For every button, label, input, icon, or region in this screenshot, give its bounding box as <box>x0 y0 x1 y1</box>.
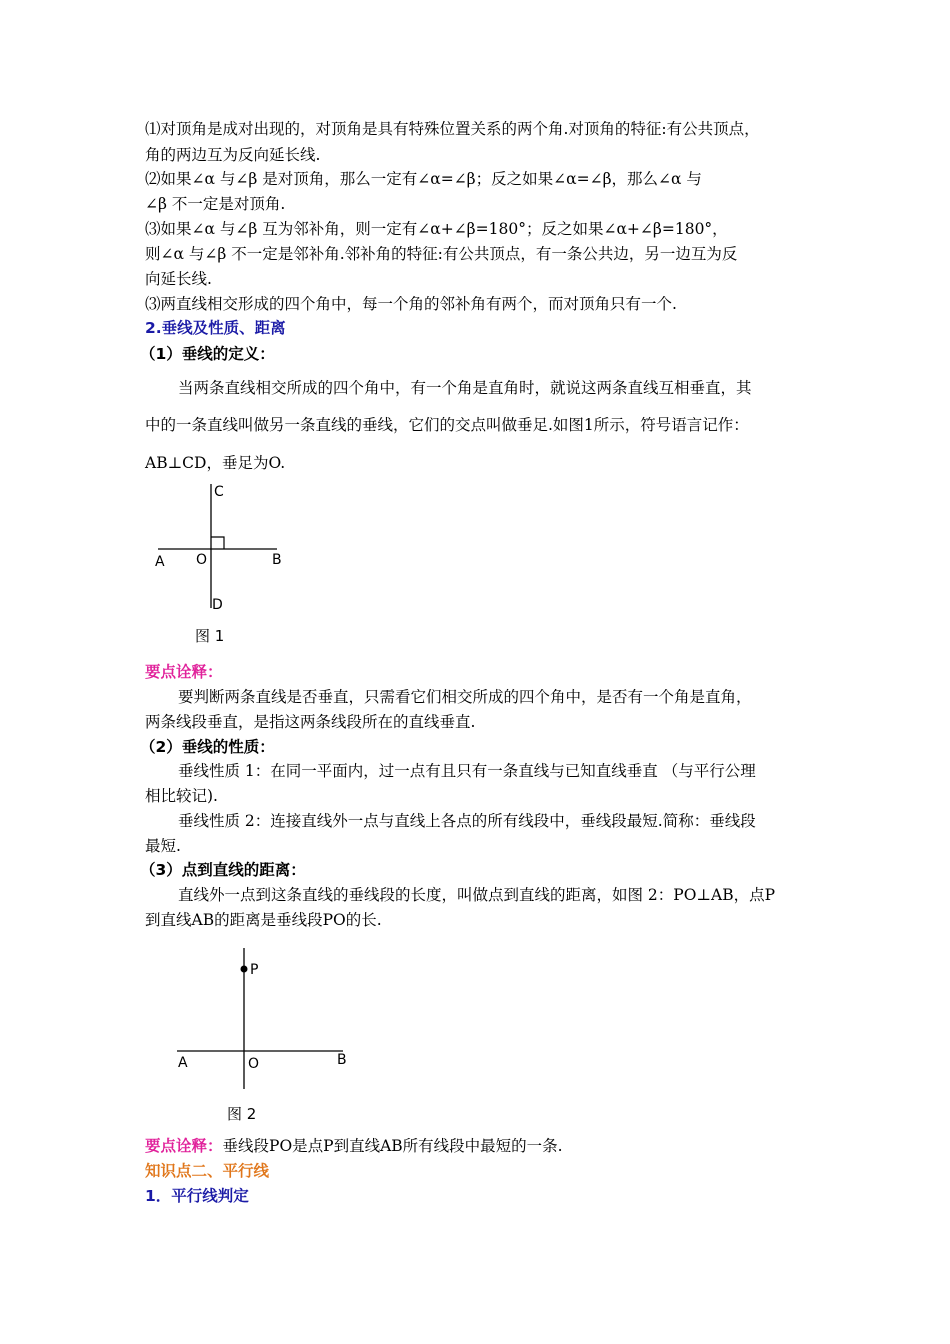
angle-item-3-line-2: 则∠α 与∠β 不一定是邻补角.邻补角的特征:有公共顶点，有一条公共边，另一边互为反 <box>145 245 738 263</box>
figure-2-caption: 图 2 <box>227 1105 257 1123</box>
property-2-line-2: 最短. <box>145 837 181 855</box>
subheading-parallel-determination: 1．平行线判定 <box>145 1187 249 1205</box>
distance-line-2: 到直线AB的距离是垂线段PO的长. <box>145 911 382 929</box>
label-o: O <box>248 1056 260 1072</box>
note-2-text: 垂线段PO是点P到直线AB所有线段中最短的一条. <box>222 1137 563 1155</box>
figure-1-perpendicular-diagram <box>150 478 300 648</box>
angle-item-1-line-2: 角的两边互为反向延长线. <box>145 146 321 164</box>
section-heading-parallel-lines: 知识点二、平行线 <box>145 1162 270 1180</box>
label-d: D <box>212 597 223 613</box>
property-2-line-1: 垂线性质 2：连接直线外一点与直线上各点的所有线段中，垂线段最短.简称：垂线段 <box>178 812 756 830</box>
angle-item-4-line-1: ⑶两直线相交形成的四个角中，每一个角的邻补角有两个，而对顶角只有一个. <box>145 295 677 313</box>
figure-2-point-to-line-diagram <box>170 945 370 1130</box>
note-2-row <box>145 1134 825 1158</box>
subheading-point-line-distance: （3）点到直线的距离： <box>140 861 306 879</box>
distance-line-1: 直线外一点到这条直线的垂线段的长度，叫做点到直线的距离，如图 2：PO⊥AB，点P <box>178 886 776 904</box>
property-1-line-2: 相比较记). <box>145 787 218 805</box>
note-label-1: 要点诠释： <box>145 663 223 681</box>
point-p <box>241 966 248 973</box>
note-1-line-1: 要判断两条直线是否垂直，只需看它们相交所成的四个角中，是否有一个角是直角， <box>178 688 752 706</box>
subheading-perpendicular-definition: （1）垂线的定义： <box>140 345 275 363</box>
label-c: C <box>214 484 224 500</box>
label-a: A <box>155 554 165 570</box>
label-b: B <box>272 552 282 568</box>
angle-item-2-line-2: ∠β 不一定是对顶角. <box>145 195 286 213</box>
note-1-line-2: 两条线段垂直，是指这两条线段所在的直线垂直. <box>145 713 476 731</box>
right-angle-mark <box>211 537 224 549</box>
definition-line-1: 当两条直线相交所成的四个角中，有一个角是直角时，就说这两条直线互相垂直，其 <box>178 379 752 397</box>
note-label-2: 要点诠释： <box>145 1137 223 1155</box>
definition-line-3: AB⊥CD，垂足为O. <box>145 454 286 472</box>
angle-item-1-line-1: ⑴对顶角是成对出现的，对顶角是具有特殊位置关系的两个角.对顶角的特征:有公共顶点， <box>145 120 760 138</box>
angle-item-3-line-3: 向延长线. <box>145 270 212 288</box>
label-b: B <box>337 1052 347 1068</box>
section-heading-perpendicular: 2.垂线及性质、距离 <box>145 319 286 337</box>
label-p: P <box>250 962 259 978</box>
label-o: O <box>196 552 208 568</box>
definition-line-2: 中的一条直线叫做另一条直线的垂线，它们的交点叫做垂足.如图1所示，符号语言记作： <box>145 416 749 434</box>
angle-item-3-line-1: ⑶如果∠α 与∠β 互为邻补角，则一定有∠α+∠β=180°；反之如果∠α+∠β=180°， <box>145 220 728 238</box>
label-a: A <box>178 1055 188 1071</box>
figure-1-caption: 图 1 <box>195 627 225 645</box>
property-1-line-1: 垂线性质 1：在同一平面内，过一点有且只有一条直线与已知直线垂直 （与平行公理 <box>178 762 756 780</box>
subheading-perpendicular-properties: （2）垂线的性质： <box>140 738 275 756</box>
angle-item-2-line-1: ⑵如果∠α 与∠β 是对顶角，那么一定有∠α=∠β；反之如果∠α=∠β，那么∠α 与 <box>145 170 702 188</box>
